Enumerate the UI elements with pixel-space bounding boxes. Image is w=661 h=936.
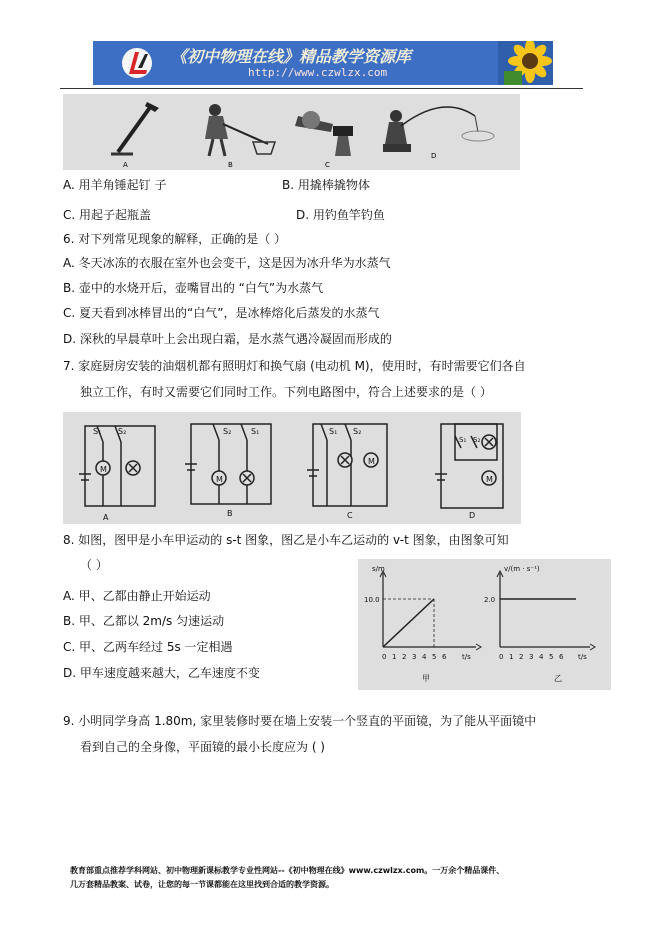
circuit-d [435, 424, 503, 508]
graph-yi-xtick-2: 2 [519, 653, 524, 661]
q6-option-a: A. 冬天冰冻的衣服在室外也会变干，这是因为冰升华为水蒸气 [63, 256, 391, 270]
q9-stem-line2: 看到自己的全身像，平面镜的最小长度应为 ( ) [80, 740, 325, 754]
graph-yi-ylabel: v/(m · s⁻¹) [504, 565, 540, 573]
circuit-c-switch-2: S₂ [353, 427, 362, 436]
graph-jia-xtick-1: 1 [392, 653, 397, 661]
q6-option-b: B. 壶中的水烧开后，壶嘴冒出的 “白气”为水蒸气 [63, 281, 324, 295]
circuit-a-switch-1: S₁ [93, 427, 102, 436]
q8-stem-line2: （ ） [80, 558, 108, 572]
graph-yi-xtick-5: 5 [549, 653, 554, 661]
graph-jia-xlabel: t/s [462, 653, 471, 661]
graph-jia-xtick-4: 4 [422, 653, 427, 661]
q8-option-a: A. 甲、乙都由静止开始运动 [63, 589, 211, 603]
graph-jia-line [383, 599, 434, 647]
graph-yi-caption: 乙 [554, 674, 562, 683]
q5-option-d: D. 用钓鱼竿钓鱼 [296, 208, 385, 222]
graph-jia-xtick-2: 2 [402, 653, 407, 661]
circuit-b-motor-label: M [216, 475, 223, 484]
q6-stem: 6. 对下列常见现象的解释，正确的是（ ） [63, 232, 287, 246]
q8-option-b: B. 甲、乙都以 2m/s 匀速运动 [63, 614, 225, 628]
sunflower-icon [498, 41, 553, 85]
graph-yi-xtick-0: 0 [499, 653, 504, 661]
hammer-icon [111, 102, 159, 154]
banner-url[interactable]: http://www.czwlzx.com [248, 66, 388, 79]
circuit-a-switch-2: S₂ [118, 427, 127, 436]
site-logo-icon [121, 46, 153, 80]
q8-stem: 8. 如图，图甲是小车甲运动的 s-t 图象，图乙是小车乙运动的 v-t 图象，由图象可知 [63, 533, 509, 547]
q6-option-c: C. 夏天看到冰棒冒出的“白气”，是冰棒熔化后蒸发的水蒸气 [63, 306, 380, 320]
q5-option-b: B. 用撬棒撬物体 [282, 178, 370, 192]
q6-option-d: D. 深秋的早晨草叶上会出现白霜，是水蒸气遇冷凝固而形成的 [63, 332, 392, 346]
circuit-b [185, 424, 271, 504]
circuit-label-c: C [347, 511, 353, 520]
q8-option-d: D. 甲车速度越来越大，乙车速度不变 [63, 666, 260, 680]
circuit-a-motor-label: M [100, 465, 107, 474]
circuit-d-switch-2: S₂ [473, 436, 481, 444]
circuit-diagrams-figure [63, 412, 521, 524]
graph-yi-xtick-3: 3 [529, 653, 534, 661]
graph-jia-xtick-5: 5 [432, 653, 437, 661]
person-lever-icon [205, 104, 275, 156]
q5-option-c: C. 用起子起瓶盖 [63, 208, 152, 222]
tool-label-a: A [123, 161, 128, 169]
graph-jia-ylabel: s/m [372, 565, 385, 573]
circuit-d-motor-label: M [486, 475, 493, 484]
graph-yi-xtick-4: 4 [539, 653, 544, 661]
q5-option-a: A. 用羊角锤起钉 子 [63, 178, 167, 192]
footer-line2: 几万套精品教案、试卷，让您的每一节课都能在这里找到合适的教学资源。 [70, 880, 334, 889]
graph-jia-xtick-0: 0 [382, 653, 387, 661]
motion-graphs-figure [358, 559, 611, 690]
banner-title: 《初中物理在线》精品教学资源库 [171, 47, 412, 66]
circuit-c-motor-label: M [368, 457, 375, 466]
q7-stem-line2: 独立工作，有时又需要它们同时工作。下列电路图中，符合上述要求的是（ ） [80, 385, 492, 399]
circuit-b-switch-1: S₁ [251, 427, 260, 436]
graph-jia-xtick-3: 3 [412, 653, 417, 661]
graph-jia-xtick-6: 6 [442, 653, 447, 661]
circuit-c [307, 424, 387, 506]
tool-label-c: C [325, 161, 330, 169]
lever-tools-figure [63, 94, 520, 170]
graph-jia-caption: 甲 [422, 674, 430, 683]
circuit-a [79, 426, 155, 506]
graph-yi-xtick-6: 6 [559, 653, 564, 661]
circuit-label-a: A [103, 513, 109, 522]
q9-stem-line1: 9. 小明同学身高 1.80m, 家里装修时要在墙上安装一个竖直的平面镜，为了能从平面镜中 [63, 714, 537, 728]
tool-label-d: D [431, 152, 437, 160]
circuit-d-switch-1: S₁ [459, 436, 467, 444]
header-banner [93, 41, 553, 85]
graph-yi-xtick-1: 1 [509, 653, 514, 661]
circuit-b-switch-2: S₂ [223, 427, 232, 436]
q7-stem-line1: 7. 家庭厨房安装的油烟机都有照明灯和换气扇 (电动机 M)，使用时，有时需要它们各自 [63, 359, 526, 373]
graph-yi-xlabel: t/s [578, 653, 587, 661]
circuit-c-switch-1: S₁ [329, 427, 338, 436]
circuit-label-b: B [227, 509, 233, 518]
graph-yi-ytick: 2.0 [484, 596, 496, 604]
q8-option-c: C. 甲、乙两车经过 5s 一定相遇 [63, 640, 233, 654]
tool-label-b: B [228, 161, 233, 169]
fishing-rod-icon [383, 107, 494, 152]
graph-jia-ytick: 10.0 [364, 596, 380, 604]
bottle-opener-icon [295, 111, 353, 156]
header-rule [60, 88, 583, 89]
footer-line1: 教育部重点推荐学科网站、初中物理新课标教学专业性网站--《初中物理在线》www.czwlzx.com。一万余个精品课件、 [70, 866, 505, 875]
circuit-label-d: D [469, 511, 476, 520]
